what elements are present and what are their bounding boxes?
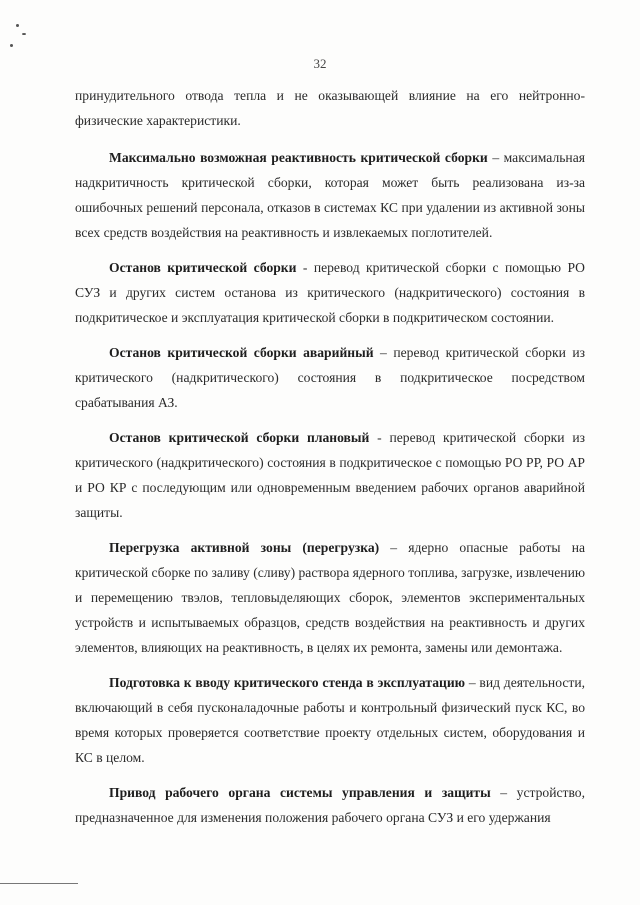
definition-paragraph: [75, 340, 585, 415]
definition-text: – перевод критической сборки из критического (надкритического) состояния в подкритическое посредством срабатывания АЗ.: [75, 345, 585, 410]
definition-term: Максимально возможная реактивность критической сборки: [109, 150, 488, 165]
page-number: 32: [313, 56, 327, 71]
document-body: [75, 83, 585, 840]
definition-paragraph: [75, 670, 585, 770]
definition-term: Останов критической сборки: [109, 260, 297, 275]
definition-term: Перегрузка активной зоны (перегрузка): [109, 540, 380, 555]
definition-text: – ядерно опасные работы на критической сборке по заливу (сливу) раствора ядерного топлива, загрузке, извлечению и перемещению твэлов, тепловыделяющих сборок, элементов экспериментальных устройств и испытываемых образцов, средств воздействия на реактивность и других элементов, влияющих на реактивность, в целях их ремонта, замены или демонтажа.: [75, 540, 586, 655]
definition-text: – вид деятельности, включающий в себя пусконаладочные работы и контрольный физический пуск КС, во время которых проверяется соответствие проекту отдельных систем, оборудования и КС в целом.: [75, 675, 585, 765]
definition-paragraph: [75, 780, 585, 830]
scan-speck: [22, 33, 26, 35]
definition-text: - перевод критической сборки из критического (надкритического) состояния в подкритическое с помощью РО РР, РО АР и РО КР с последующим или одновременным введением рабочих органов аварийной защиты.: [75, 430, 585, 520]
definition-paragraph: [75, 145, 585, 245]
definition-term: Останов критической сборки аварийный: [109, 345, 374, 360]
scan-speck: [10, 44, 13, 47]
footnote-rule: [0, 883, 78, 884]
definition-paragraph: [75, 255, 585, 330]
definition-paragraph: [75, 535, 585, 660]
scan-speck: [16, 24, 19, 27]
definition-term: Привод рабочего органа системы управления и защиты: [109, 785, 491, 800]
definition-term: Останов критической сборки плановый: [109, 430, 370, 445]
definition-paragraph: [75, 425, 585, 525]
paragraph-text: принудительного отвода тепла и не оказывающей влияние на его нейтронно-физические характеристики.: [75, 88, 585, 128]
paragraph-continuation: [75, 83, 585, 133]
definition-text: – максимальная надкритичность критической сборки, которая может быть реализована из-за ошибочных решений персонала, отказов в системах КС при удалении из активной зоны всех средств воздействия на реактивность и извлекаемых поглотителей.: [75, 150, 585, 240]
definition-text: – устройство, предназначенное для изменения положения рабочего органа СУЗ и его удержания: [75, 785, 585, 825]
definition-term: Подготовка к вводу критического стенда в эксплуатацию: [109, 675, 466, 690]
definition-text: - перевод критической сборки с помощью РО СУЗ и других систем останова из критического (надкритического) состояния в подкритическое и эксплуатация критической сборки в подкритическом состоянии.: [75, 260, 585, 325]
